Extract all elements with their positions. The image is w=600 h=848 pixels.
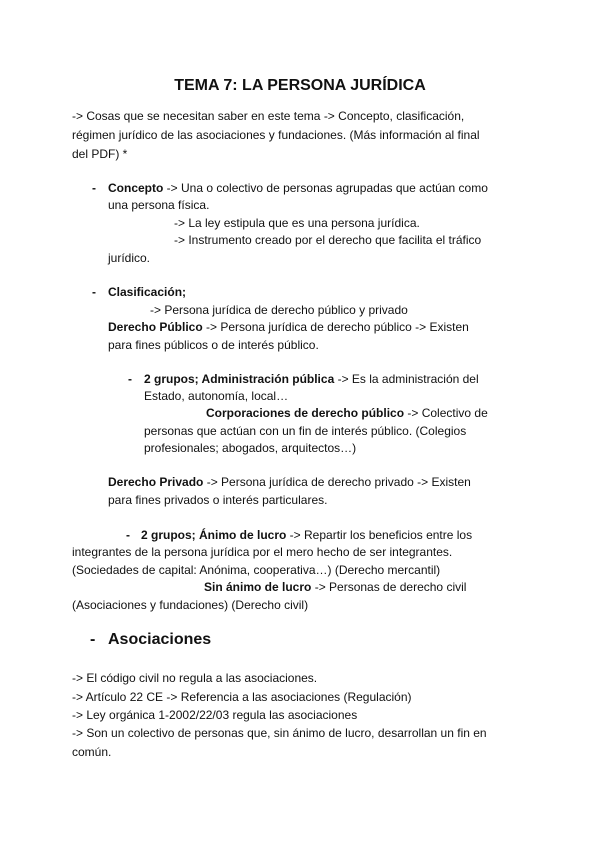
concepto-definition: -> Una o colectivo de personas agrupadas que actúan como [163,181,488,195]
derecho-publico-term: Derecho Público [108,320,203,334]
corporaciones-line-1 [206,405,488,422]
grupos-privado-definition: -> Repartir los beneficios entre los [286,528,473,542]
grupos-privado-bullet: - [126,528,130,542]
derecho-privado-line-2: para fines privados o interés particulares. [108,493,328,507]
corporaciones-term: Corporaciones de derecho público [206,406,405,420]
concepto-line-5: jurídico. [108,251,151,265]
concepto-term: Concepto [108,181,164,195]
concepto-line-3: -> La ley estipula que es una persona jurídica. [174,216,420,230]
asociaciones-heading: Asociaciones [108,631,212,648]
concepto-line-4: -> Instrumento creado por el derecho que facilita el tráfico [174,233,482,247]
grupos-publico-term: 2 grupos; Administración pública [144,372,335,386]
asociaciones-line-1: -> El código civil no regula a las asociaciones. [72,671,318,685]
sin-animo-line-2: (Asociaciones y fundaciones) (Derecho civil) [72,598,309,612]
grupos-privado-line-3: (Sociedades de capital: Anónima, cooperativa…) (Derecho mercantil) [72,563,441,577]
grupos-publico-definition: -> Es la administración del [334,372,479,386]
corporaciones-line-2: personas que actúan con un fin de interés público. (Colegios [144,424,467,438]
derecho-publico-line-2: para fines públicos o de interés público. [108,338,319,352]
grupos-publico-bullet: - [128,372,132,386]
sin-animo-term: Sin ánimo de lucro [204,580,312,594]
sin-animo-definition: -> Personas de derecho civil [311,580,467,594]
corporaciones-definition: -> Colectivo de [404,406,488,420]
concepto-line-1 [108,180,488,197]
grupos-privado-line-2: integrantes de la persona jurídica por el mero hecho de ser integrantes. [72,545,453,559]
page-title: TEMA 7: LA PERSONA JURÍDICA [174,77,426,94]
clasificacion-bullet: - [92,285,96,299]
derecho-publico-line-1 [108,319,469,336]
concepto-bullet: - [92,181,96,195]
intro-line-3: del PDF) * [72,147,128,161]
intro-line-1: -> Cosas que se necesitan saber en este tema -> Concepto, clasificación, [72,109,465,123]
grupos-privado-line-1 [141,527,472,544]
corporaciones-line-3: profesionales; abogados, arquitectos…) [144,441,357,455]
sin-animo-line-1 [204,579,466,596]
grupos-publico-line-2: Estado, autonomía, local… [144,389,289,403]
asociaciones-line-3: -> Ley orgánica 1-2002/22/03 regula las asociaciones [72,708,358,722]
clasificacion-term: Clasificación; [108,285,187,299]
asociaciones-bullet: - [90,631,96,648]
asociaciones-line-5: común. [72,745,112,759]
derecho-publico-definition: -> Persona jurídica de derecho público -> Existen [202,320,469,334]
clasificacion-line-2: -> Persona jurídica de derecho público y privado [150,303,408,317]
intro-line-2: régimen jurídico de las asociaciones y fundaciones. (Más información al final [72,128,480,142]
grupos-privado-term: 2 grupos; Ánimo de lucro [141,528,287,542]
grupos-publico-line-1 [144,371,479,388]
asociaciones-line-4: -> Son un colectivo de personas que, sin ánimo de lucro, desarrollan un fin en [72,726,487,740]
derecho-privado-definition: -> Persona jurídica de derecho privado -> Existen [203,475,471,489]
derecho-privado-term: Derecho Privado [108,475,204,489]
concepto-line-2: una persona física. [108,198,210,212]
derecho-privado-line-1 [108,474,471,491]
asociaciones-line-2: -> Artículo 22 CE -> Referencia a las asociaciones (Regulación) [72,690,412,704]
